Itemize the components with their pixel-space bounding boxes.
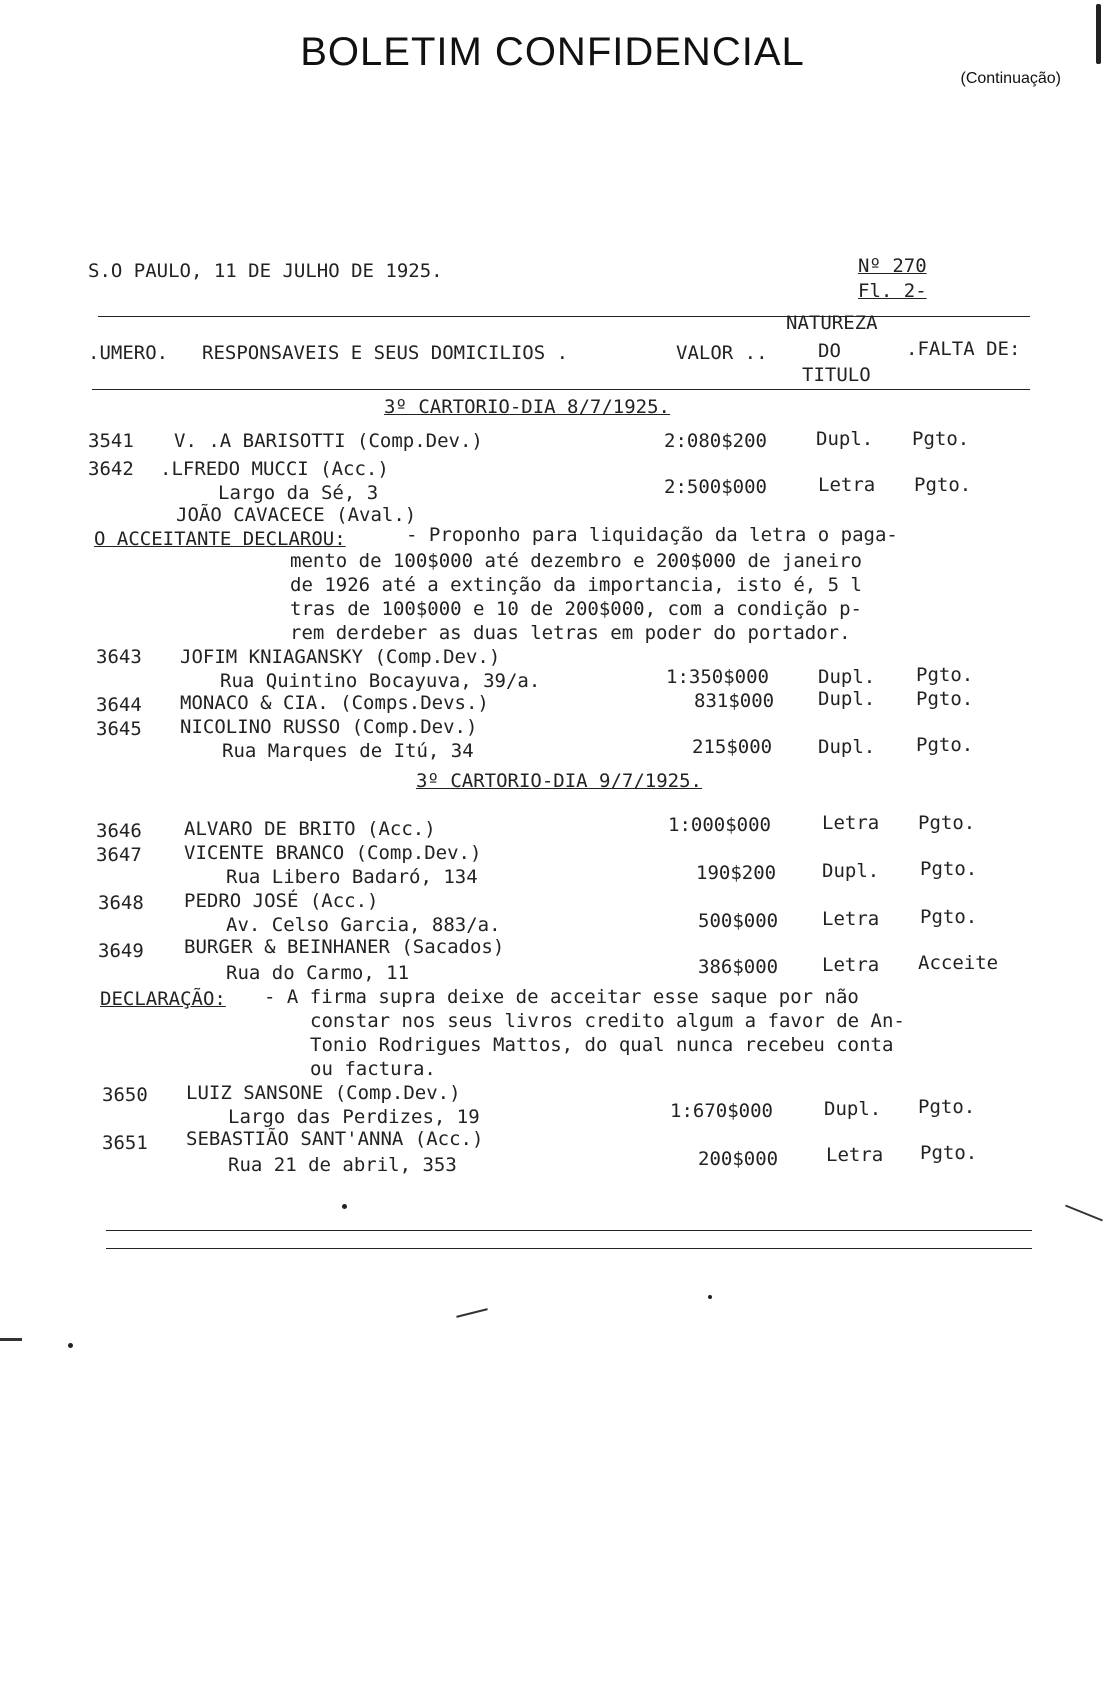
- place-date: S.O PAULO, 11 DE JULHO DE 1925.: [88, 260, 443, 282]
- section-heading: 3º CARTORIO-DIA 8/7/1925.: [384, 396, 670, 418]
- entry-address: Rua Marques de Itú, 34: [222, 740, 474, 762]
- entry-title-type: Letra: [822, 908, 880, 930]
- note-line: - A firma supra deixe de acceitar esse saque por não: [264, 986, 859, 1008]
- entry-title-type: Dupl.: [824, 1098, 882, 1120]
- entry-title-type: Letra: [822, 812, 880, 834]
- closing-rule-2: [106, 1248, 1032, 1249]
- col-natureza-2: DO: [818, 340, 841, 362]
- entry-address: Rua do Carmo, 11: [226, 962, 410, 984]
- entry-value: 190$200: [696, 862, 777, 884]
- entry-value: 200$000: [698, 1148, 779, 1170]
- col-valor: VALOR ..: [676, 342, 768, 364]
- entry-name: JOFIM KNIAGANSKY (Comp.Dev.): [180, 646, 501, 668]
- entry-value: 1:350$000: [666, 666, 769, 688]
- entry-value: 500$000: [698, 910, 779, 932]
- entry-number: 3649: [98, 940, 144, 962]
- entry-name: ALVARO DE BRITO (Acc.): [184, 818, 436, 840]
- entry-number: 3651: [102, 1132, 148, 1154]
- entry-number: 3647: [96, 844, 142, 866]
- entry-address: Rua Quintino Bocayuva, 39/a.: [220, 670, 541, 692]
- entry-number: 3650: [102, 1084, 148, 1106]
- scan-mark: [1065, 1205, 1103, 1222]
- note-line: de 1926 até a extinção da importancia, isto é, 5 l: [290, 574, 862, 596]
- note-line: Tonio Rodrigues Mattos, do qual nunca recebeu conta: [310, 1034, 894, 1056]
- entry-fault: Pgto.: [916, 664, 974, 686]
- entry-name: MONACO & CIA. (Comps.Devs.): [180, 692, 489, 714]
- entry-value: 2:500$000: [664, 476, 767, 498]
- entry-title-type: Letra: [826, 1144, 884, 1166]
- entry-address: Largo da Sé, 3: [218, 482, 379, 504]
- entry-number: 3646: [96, 820, 142, 842]
- entry-value: 215$000: [692, 736, 773, 758]
- entry-fault: Pgto.: [920, 906, 978, 928]
- scan-edge-mark: [1096, 4, 1101, 64]
- aval-line: JOÃO CAVACECE (Aval.): [176, 504, 417, 526]
- note-line: mento de 100$000 até dezembro e 200$000 de janeiro: [290, 550, 862, 572]
- entry-name: VICENTE BRANCO (Comp.Dev.): [184, 842, 482, 864]
- note-label: O ACCEITANTE DECLAROU:: [94, 528, 346, 550]
- document-subtitle: (Continuação): [960, 70, 1061, 87]
- entry-title-type: Dupl.: [816, 428, 874, 450]
- entry-title-type: Letra: [822, 954, 880, 976]
- bulletin-number: Nº 270: [858, 255, 927, 277]
- entry-title-type: Dupl.: [822, 860, 880, 882]
- document-title: BOLETIM CONFIDENCIAL: [300, 30, 805, 74]
- entry-name: .LFREDO MUCCI (Acc.): [160, 458, 389, 480]
- entry-fault: Acceite: [918, 952, 999, 974]
- col-numero: .UMERO.: [88, 342, 169, 364]
- entry-address: Rua Libero Badaró, 134: [226, 866, 478, 888]
- scan-mark: [456, 1308, 488, 1318]
- entry-address: Av. Celso Garcia, 883/a.: [226, 914, 501, 936]
- entry-address: Largo das Perdizes, 19: [228, 1106, 480, 1128]
- note-line: ou factura.: [310, 1058, 436, 1080]
- entry-name: NICOLINO RUSSO (Comp.Dev.): [180, 716, 478, 738]
- entry-value: 831$000: [694, 690, 775, 712]
- section-heading: 3º CARTORIO-DIA 9/7/1925.: [416, 770, 702, 792]
- col-natureza-1: NATUREZA: [786, 312, 878, 334]
- scan-mark: [0, 1338, 22, 1341]
- scan-speck: [708, 1295, 712, 1299]
- sheet-number: Fl. 2-: [858, 280, 927, 302]
- entry-number: 3644: [96, 694, 142, 716]
- entry-address: Rua 21 de abril, 353: [228, 1154, 457, 1176]
- entry-value: 1:000$000: [668, 814, 771, 836]
- note-line: - Proponho para liquidação da letra o paga-: [406, 524, 898, 546]
- entry-fault: Pgto.: [916, 688, 974, 710]
- entry-name: SEBASTIÃO SANT'ANNA (Acc.): [186, 1128, 484, 1150]
- entry-fault: Pgto.: [920, 858, 978, 880]
- closing-rule-1: [106, 1230, 1032, 1231]
- entry-fault: Pgto.: [918, 812, 976, 834]
- entry-value: 2:080$200: [664, 430, 767, 452]
- entry-number: 3643: [96, 646, 142, 668]
- header-rule-top: [98, 316, 1030, 317]
- entry-number: 3642: [88, 458, 134, 480]
- entry-title-type: Dupl.: [818, 736, 876, 758]
- col-responsaveis: RESPONSAVEIS E SEUS DOMICILIOS .: [202, 342, 569, 364]
- note-label: DECLARAÇÃO:: [100, 988, 226, 1010]
- note-line: rem derdeber as duas letras em poder do portador.: [290, 622, 851, 644]
- entry-name: PEDRO JOSÉ (Acc.): [184, 890, 379, 912]
- entry-value: 1:670$000: [670, 1100, 773, 1122]
- scan-speck: [342, 1204, 347, 1209]
- entry-name: V. .A BARISOTTI (Comp.Dev.): [174, 430, 483, 452]
- entry-title-type: Dupl.: [818, 688, 876, 710]
- entry-fault: Pgto.: [916, 734, 974, 756]
- entry-fault: Pgto.: [912, 428, 970, 450]
- note-line: constar nos seus livros credito algum a favor de An-: [310, 1010, 905, 1032]
- entry-name: BURGER & BEINHANER (Sacados): [184, 936, 505, 958]
- entry-title-type: Letra: [818, 474, 876, 496]
- entry-value: 386$000: [698, 956, 779, 978]
- entry-fault: Pgto.: [918, 1096, 976, 1118]
- entry-number: 3648: [98, 892, 144, 914]
- col-falta: .FALTA DE:: [906, 338, 1021, 360]
- header-rule-bottom: [92, 389, 1030, 390]
- col-natureza-3: TITULO: [802, 364, 871, 386]
- entry-fault: Pgto.: [914, 474, 972, 496]
- entry-number: 3645: [96, 718, 142, 740]
- entry-number: 3541: [88, 430, 134, 452]
- scan-speck: [68, 1343, 73, 1348]
- entry-name: LUIZ SANSONE (Comp.Dev.): [186, 1082, 461, 1104]
- note-line: tras de 100$000 e 10 de 200$000, com a condição p-: [290, 598, 862, 620]
- entry-fault: Pgto.: [920, 1142, 978, 1164]
- entry-title-type: Dupl.: [818, 666, 876, 688]
